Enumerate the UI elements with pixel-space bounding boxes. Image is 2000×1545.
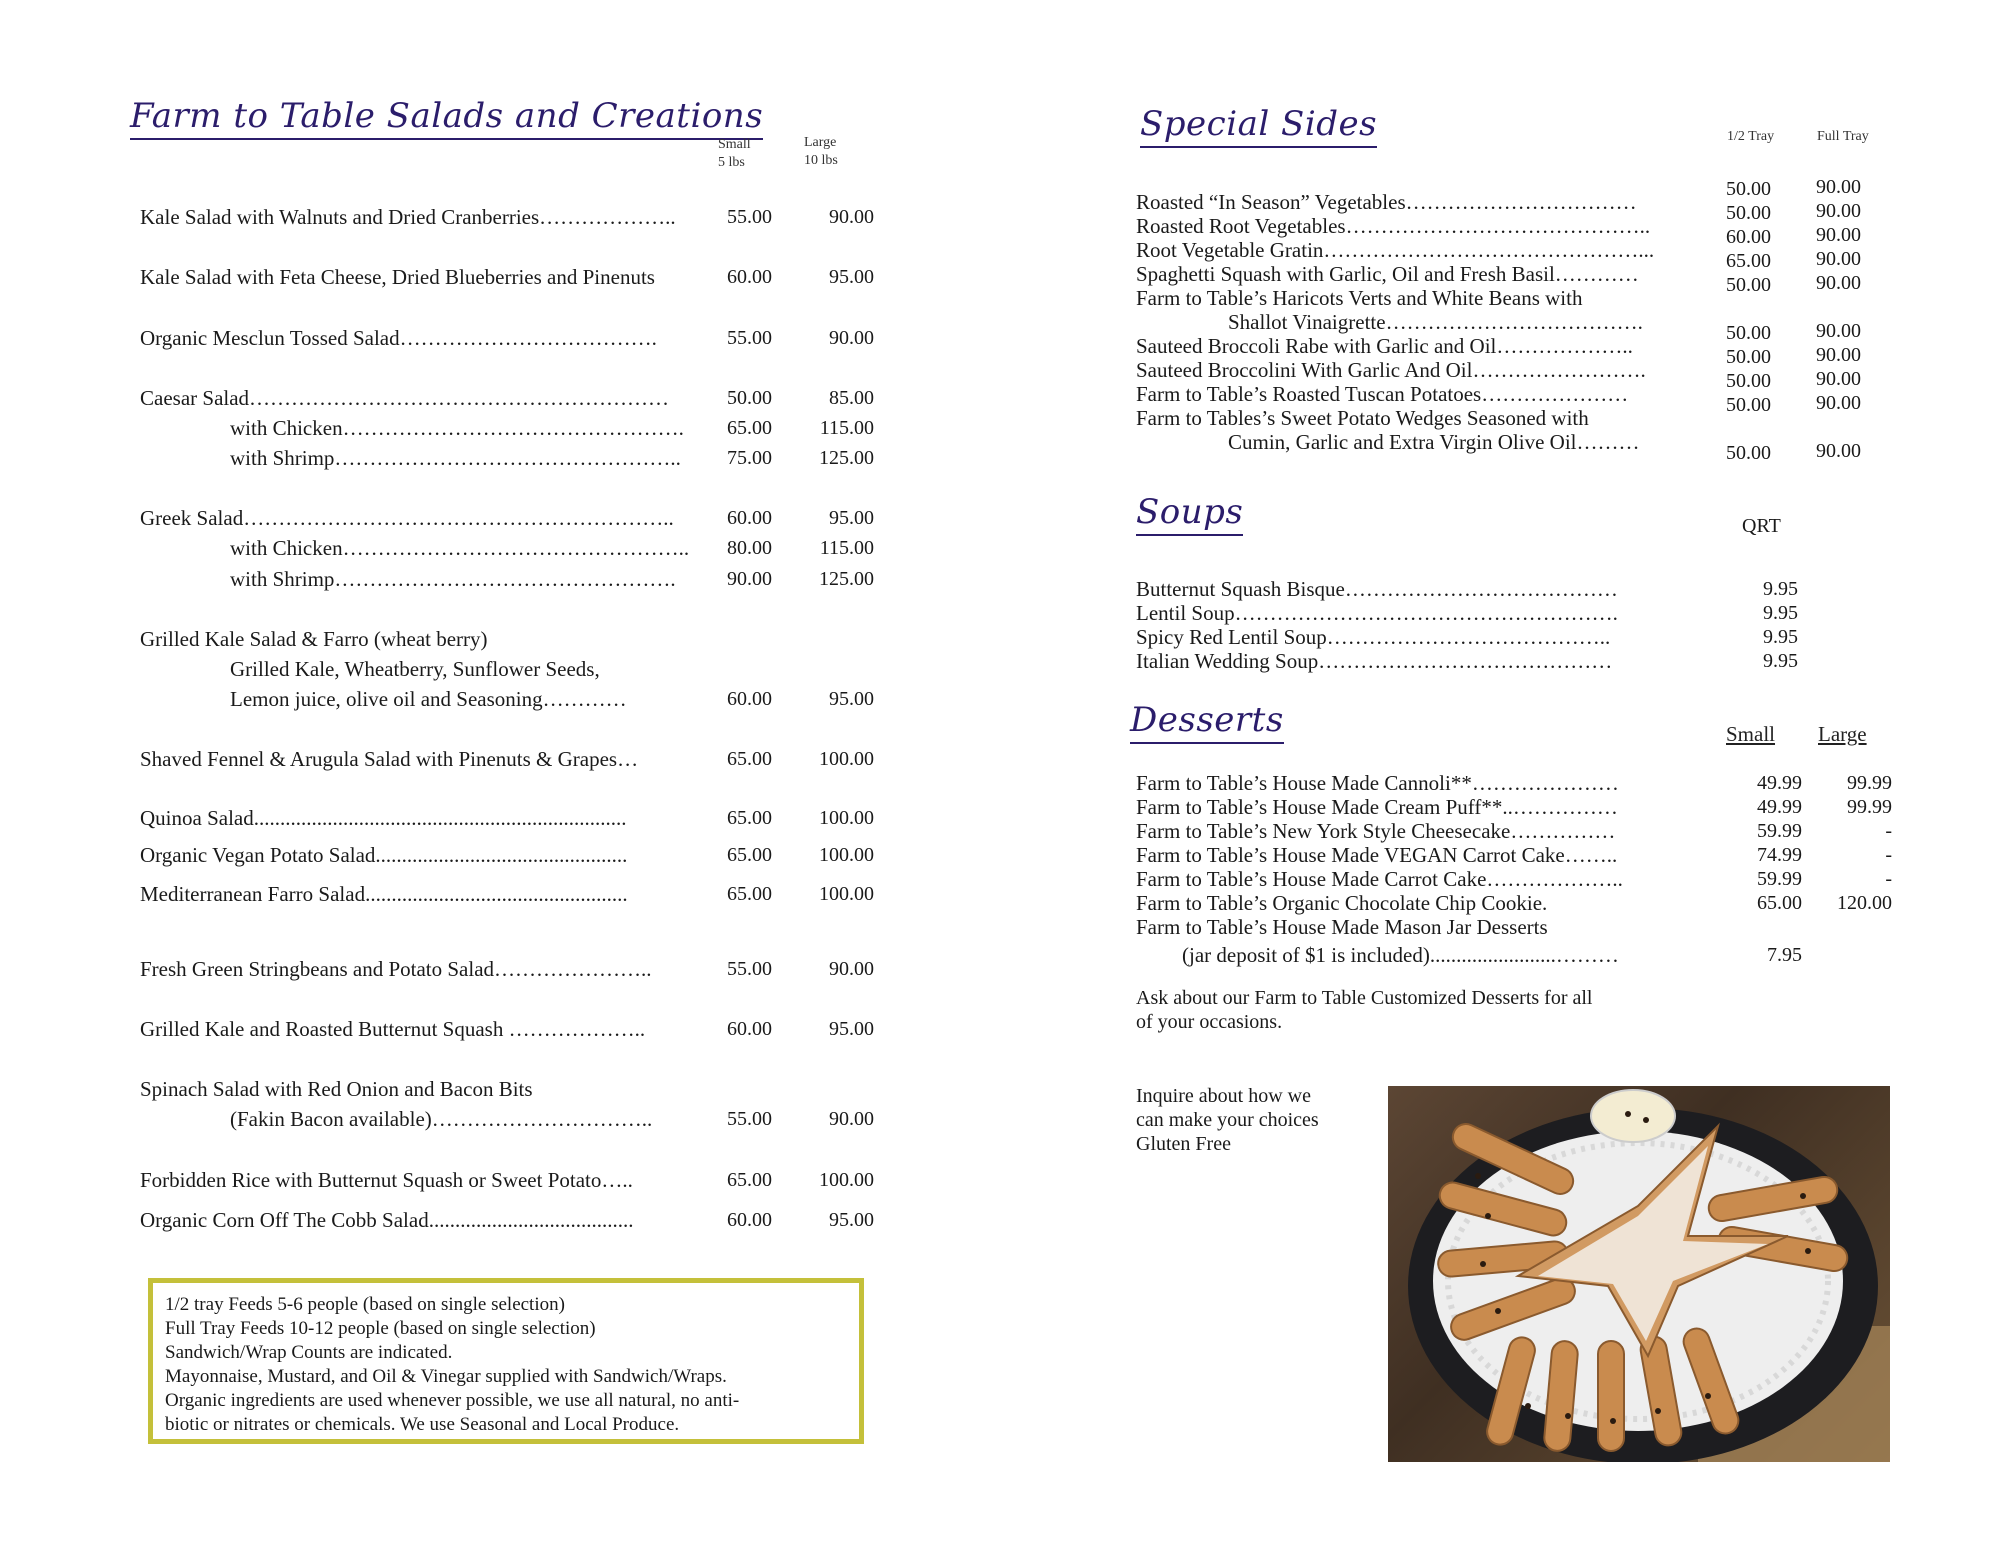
gluten-line: can make your choices — [1136, 1109, 1319, 1131]
salad-name: Forbidden Rice with Butternut Squash or Sweet Potato….. — [140, 1168, 633, 1192]
soup-name: Spicy Red Lentil Soup………………………………….. — [1136, 625, 1611, 649]
sides-col-full: Full Tray — [1817, 129, 1869, 144]
side-price-full: 90.00 — [1816, 224, 1861, 246]
salad-name: Organic Vegan Potato Salad................................................ — [140, 843, 628, 867]
salad-name: Kale Salad with Walnuts and Dried Cranberries……………….. — [140, 205, 676, 229]
side-price-full: 90.00 — [1816, 272, 1861, 294]
desserts-col-small: Small — [1726, 722, 1776, 746]
salad-price-large: 100.00 — [819, 807, 874, 829]
salad-name: with Chicken………………………………………….. — [230, 536, 690, 560]
side-price-full: 90.00 — [1816, 200, 1861, 222]
salad-row — [140, 956, 880, 982]
dessert-name: Farm to Table’s House Made VEGAN Carrot Cake…….. — [1136, 843, 1618, 867]
salad-row — [140, 445, 880, 471]
salad-row — [140, 805, 880, 831]
salad-row — [140, 415, 880, 441]
salad-name: Grilled Kale Salad & Farro (wheat berry) — [140, 627, 488, 651]
dessert-name: Farm to Table’s Organic Chocolate Chip Cookie. — [1136, 891, 1548, 915]
salad-price-large: 95.00 — [829, 1209, 874, 1231]
dessert-name: Farm to Table’s House Made Mason Jar Desserts — [1136, 915, 1548, 939]
dessert-name: Farm to Table’s House Made Cream Puff**..…………… — [1136, 795, 1618, 819]
note-line: Organic ingredients are used whenever possible, we use all natural, no anti- — [165, 1390, 740, 1411]
gluten-free-note — [1136, 1084, 1376, 1156]
salad-price-large: 115.00 — [819, 417, 874, 439]
salad-price-small: 50.00 — [727, 387, 772, 409]
salad-name: Kale Salad with Feta Cheese, Dried Blueberries and Pinenuts — [140, 265, 655, 289]
dessert-price-large: 99.99 — [1847, 772, 1892, 794]
dessert-price-large: 120.00 — [1837, 892, 1892, 914]
side-name: Root Vegetable Gratin………………………………………... — [1136, 238, 1655, 262]
soup-name: Butternut Squash Bisque………………………………… — [1136, 577, 1618, 601]
salad-name: Organic Mesclun Tossed Salad………………………………. — [140, 326, 657, 350]
salad-price-small: 65.00 — [727, 748, 772, 770]
salad-name: Mediterranean Farro Salad.................................................. — [140, 882, 628, 906]
salad-price-small: 65.00 — [727, 807, 772, 829]
side-price-half: 50.00 — [1726, 346, 1771, 368]
side-name: Farm to Tables’s Sweet Potato Wedges Seasoned with — [1136, 406, 1589, 430]
salad-price-small: 60.00 — [727, 1018, 772, 1040]
salad-row — [140, 385, 880, 411]
dessert-name: Farm to Table’s New York Style Cheesecake…………… — [1136, 819, 1616, 843]
soups-col-qrt: QRT — [1742, 515, 1781, 537]
dessert-price-small: 74.99 — [1757, 844, 1802, 866]
salad-row — [140, 1207, 880, 1233]
dessert-row — [1136, 794, 1896, 820]
salad-price-large: 95.00 — [829, 266, 874, 288]
salad-price-small: 75.00 — [727, 447, 772, 469]
soup-name: Lentil Soup………………………………………………. — [1136, 601, 1618, 625]
salad-name: (Fakin Bacon available)………………………….. — [230, 1107, 653, 1131]
salad-row — [140, 566, 880, 592]
note-line: 1/2 tray Feeds 5-6 people (based on single selection) — [165, 1294, 565, 1315]
salad-name: Spinach Salad with Red Onion and Bacon Bits — [140, 1077, 533, 1101]
side-price-full: 90.00 — [1816, 368, 1861, 390]
salad-price-large: 90.00 — [829, 958, 874, 980]
side-price-full: 90.00 — [1816, 392, 1861, 414]
soup-price: 9.95 — [1763, 602, 1798, 624]
salad-price-large: 100.00 — [819, 1169, 874, 1191]
salad-price-large: 100.00 — [819, 844, 874, 866]
side-price-full: 90.00 — [1816, 440, 1861, 462]
salad-row — [140, 1167, 880, 1193]
salad-row — [140, 264, 880, 290]
dessert-price-large: - — [1885, 820, 1892, 842]
side-price-half: 50.00 — [1726, 322, 1771, 344]
side-name: Farm to Table’s Roasted Tuscan Potatoes………………… — [1136, 382, 1629, 406]
salad-price-small: 55.00 — [727, 327, 772, 349]
salad-name: Lemon juice, olive oil and Seasoning………… — [230, 687, 627, 711]
dessert-row — [1136, 770, 1896, 796]
note-line: Full Tray Feeds 10-12 people (based on single selection) — [165, 1318, 596, 1339]
salads-col-large-weight: 10 lbs — [804, 153, 838, 168]
side-price-full: 90.00 — [1816, 344, 1861, 366]
salad-price-large: 100.00 — [819, 883, 874, 905]
soup-price: 9.95 — [1763, 578, 1798, 600]
salad-row — [140, 505, 880, 531]
salads-col-small-weight: 5 lbs — [718, 155, 745, 170]
salad-price-small: 60.00 — [727, 688, 772, 710]
side-price-half: 65.00 — [1726, 250, 1771, 272]
salad-name: Quinoa Salad....................................................................... — [140, 806, 627, 830]
side-price-full: 90.00 — [1816, 176, 1861, 198]
salad-row — [140, 204, 880, 230]
salad-price-large: 95.00 — [829, 507, 874, 529]
serving-note-box — [148, 1278, 864, 1444]
dessert-price-small: 65.00 — [1757, 892, 1802, 914]
side-price-half: 50.00 — [1726, 370, 1771, 392]
salad-price-small: 55.00 — [727, 958, 772, 980]
salad-price-small: 65.00 — [727, 883, 772, 905]
salad-price-small: 60.00 — [727, 1209, 772, 1231]
salad-name: Grilled Kale and Roasted Butternut Squash ……………….. — [140, 1017, 646, 1041]
dessert-price-large: - — [1885, 868, 1892, 890]
dessert-price-large: - — [1885, 844, 1892, 866]
gluten-line: Inquire about how we — [1136, 1085, 1311, 1107]
dessert-row — [1136, 818, 1896, 844]
cannoli-platter-illustration — [1388, 1086, 1890, 1462]
salad-price-small: 80.00 — [727, 537, 772, 559]
salad-price-large: 95.00 — [829, 688, 874, 710]
side-name: Roasted Root Vegetables…………………………………….. — [1136, 214, 1651, 238]
side-price-half: 50.00 — [1726, 178, 1771, 200]
dessert-name: (jar deposit of $1 is included)........................……… — [1182, 943, 1619, 967]
side-name: Sauteed Broccolini With Garlic And Oil……………………. — [1136, 358, 1646, 382]
side-name: Sauteed Broccoli Rabe with Garlic and Oil……………….. — [1136, 334, 1633, 358]
dessert-price-small: 49.99 — [1757, 796, 1802, 818]
side-price-full: 90.00 — [1816, 320, 1861, 342]
salad-price-large: 115.00 — [819, 537, 874, 559]
gluten-line: Gluten Free — [1136, 1133, 1231, 1155]
sides-heading: Special Sides — [1140, 104, 1377, 148]
dessert-row — [1136, 914, 1896, 940]
side-name: Farm to Table’s Haricots Verts and White Beans with — [1136, 286, 1583, 310]
custom-desserts-line: of your occasions. — [1136, 1011, 1283, 1033]
custom-desserts-line: Ask about our Farm to Table Customized Desserts for all — [1136, 987, 1593, 1009]
note-line: Mayonnaise, Mustard, and Oil & Vinegar supplied with Sandwich/Wraps. — [165, 1366, 727, 1387]
salad-price-small: 60.00 — [727, 266, 772, 288]
side-name: Spaghetti Squash with Garlic, Oil and Fresh Basil………… — [1136, 262, 1639, 286]
salad-row — [140, 686, 880, 712]
side-name: Shallot Vinaigrette………………………………. — [1228, 310, 1643, 334]
sides-col-half: 1/2 Tray — [1727, 129, 1775, 144]
salad-price-small: 65.00 — [727, 417, 772, 439]
salad-price-small: 55.00 — [727, 1108, 772, 1130]
dessert-price-large: 99.99 — [1847, 796, 1892, 818]
salad-row — [140, 1106, 880, 1132]
side-price-half: 50.00 — [1726, 202, 1771, 224]
salad-price-large: 85.00 — [829, 387, 874, 409]
dessert-row — [1136, 942, 1896, 968]
salad-name: Grilled Kale, Wheatberry, Sunflower Seeds, — [230, 657, 600, 681]
dessert-row — [1136, 890, 1896, 916]
salads-col-small-label: Small — [718, 137, 751, 152]
dessert-price-small: 59.99 — [1757, 868, 1802, 890]
side-price-half: 50.00 — [1726, 442, 1771, 464]
salad-price-small: 65.00 — [727, 1169, 772, 1191]
dessert-price-small: 49.99 — [1757, 772, 1802, 794]
cannoli-platter-photo — [1388, 1086, 1890, 1462]
salad-name: Shaved Fennel & Arugula Salad with Pinenuts & Grapes… — [140, 747, 639, 771]
note-line: biotic or nitrates or chemicals. We use Seasonal and Local Produce. — [165, 1414, 680, 1435]
note-line: Sandwich/Wrap Counts are indicated. — [165, 1342, 453, 1363]
salad-price-large: 95.00 — [829, 1018, 874, 1040]
salad-row — [140, 325, 880, 351]
salad-name: Caesar Salad…………………………………………………… — [140, 386, 670, 410]
salad-name: Fresh Green Stringbeans and Potato Salad………………….. — [140, 957, 652, 981]
dessert-price-small: 59.99 — [1757, 820, 1802, 842]
custom-desserts-note — [1136, 986, 1696, 1034]
side-price-full: 90.00 — [1816, 248, 1861, 270]
desserts-col-large: Large — [1818, 722, 1867, 746]
salad-row — [140, 746, 880, 772]
salad-price-large: 125.00 — [819, 447, 874, 469]
salad-name: Organic Corn Off The Cobb Salad....................................... — [140, 1208, 634, 1232]
salad-row — [140, 881, 880, 907]
soups-heading: Soups — [1136, 492, 1243, 536]
side-name: Roasted “In Season” Vegetables…………………………… — [1136, 190, 1637, 214]
salad-row — [140, 1076, 880, 1102]
salad-name: with Shrimp…………………………………………. — [230, 567, 676, 591]
dessert-price-small: 7.95 — [1767, 944, 1802, 966]
side-price-half: 50.00 — [1726, 274, 1771, 296]
salad-name: Greek Salad…………………………………………………….. — [140, 506, 674, 530]
side-price-half: 60.00 — [1726, 226, 1771, 248]
salad-name: with Shrimp………………………………………….. — [230, 446, 681, 470]
salads-col-large-label: Large — [804, 135, 837, 150]
salad-row — [140, 535, 880, 561]
cream-cup — [1591, 1090, 1675, 1142]
soup-name: Italian Wedding Soup…………………………………… — [1136, 649, 1613, 673]
dessert-row — [1136, 866, 1896, 892]
desserts-heading: Desserts — [1130, 700, 1284, 744]
side-name: Cumin, Garlic and Extra Virgin Olive Oil……… — [1228, 430, 1640, 454]
side-price-half: 50.00 — [1726, 394, 1771, 416]
dessert-name: Farm to Table’s House Made Cannoli**………………… — [1136, 771, 1619, 795]
salad-row — [140, 842, 880, 868]
dessert-name: Farm to Table’s House Made Carrot Cake……………….. — [1136, 867, 1623, 891]
soup-price: 9.95 — [1763, 626, 1798, 648]
salad-price-large: 90.00 — [829, 327, 874, 349]
salad-name: with Chicken…………………………………………. — [230, 416, 684, 440]
salad-price-large: 125.00 — [819, 568, 874, 590]
salad-row — [140, 1016, 880, 1042]
salad-row — [140, 656, 880, 682]
salad-price-small: 90.00 — [727, 568, 772, 590]
soup-price: 9.95 — [1763, 650, 1798, 672]
salad-price-small: 55.00 — [727, 206, 772, 228]
salad-row — [140, 626, 880, 652]
salad-price-large: 100.00 — [819, 748, 874, 770]
salads-heading: Farm to Table Salads and Creations — [130, 96, 763, 140]
salad-price-large: 90.00 — [829, 206, 874, 228]
dessert-row — [1136, 842, 1896, 868]
salad-price-small: 60.00 — [727, 507, 772, 529]
salad-price-small: 65.00 — [727, 844, 772, 866]
salad-price-large: 90.00 — [829, 1108, 874, 1130]
